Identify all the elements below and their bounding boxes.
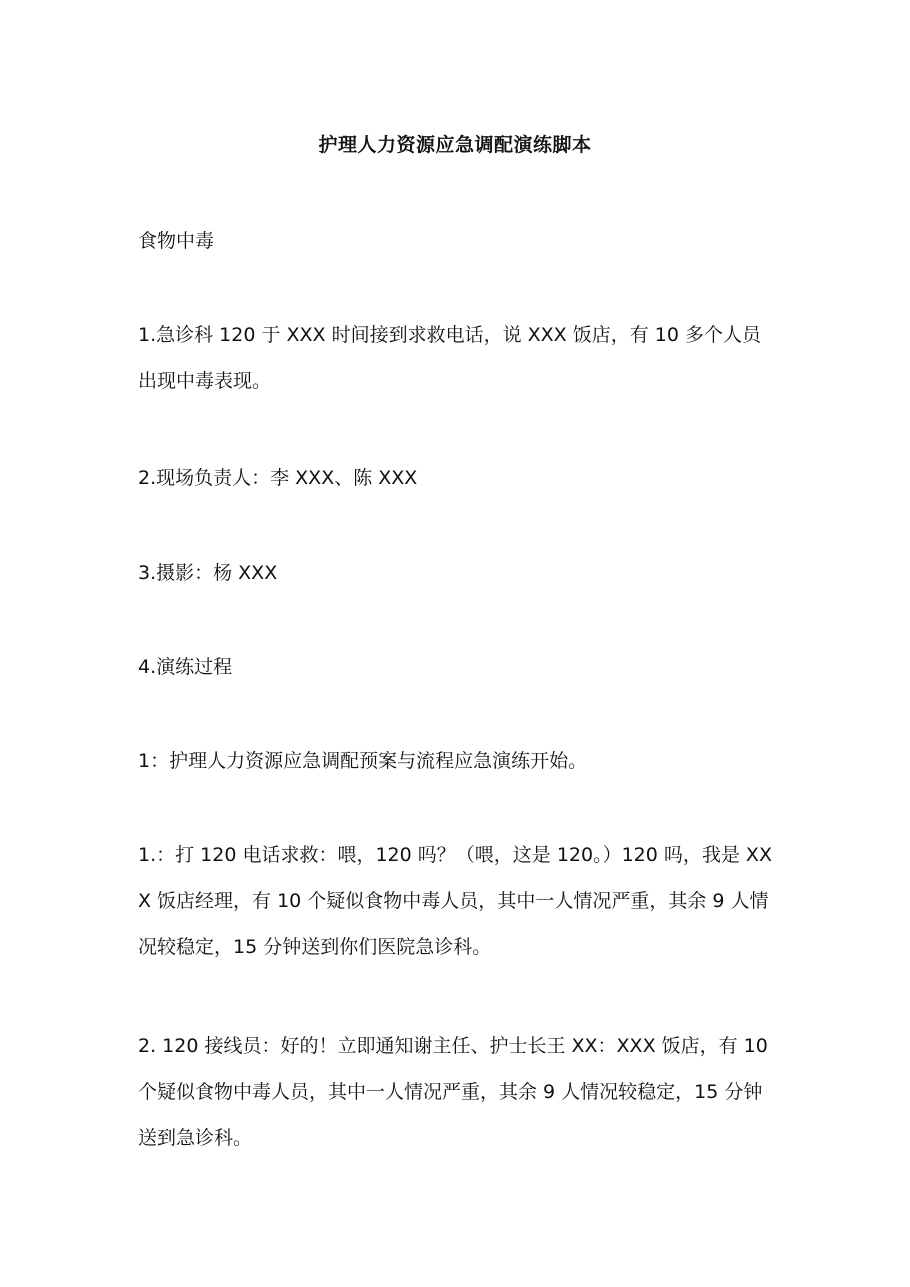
paragraph-5: 1：护理人力资源应急调配预案与流程应急演练开始。	[138, 750, 588, 772]
paragraph-2: 2.现场负责人：李 XXX、陈 XXX	[138, 467, 418, 489]
paragraph-1: 1.急诊科 120 于 XXX 时间接到求救电话，说 XXX 饭店，有 10 多个人员出现中毒表现。	[138, 324, 761, 392]
paragraph-7: 2. 120 接线员：好的！立即通知谢主任、护士长王 XX：XXX 饭店，有 10 个疑似食物中毒人员，其中一人情况严重，其余 9 人情况较稳定，15 分钟送到急诊科。	[138, 1035, 768, 1149]
document-title: 护理人力资源应急调配演练脚本	[318, 134, 592, 156]
paragraph-3: 3.摄影：杨 XXX	[138, 562, 278, 584]
paragraph-6: 1.：打 120 电话求救：喂，120 吗？（喂，这是 120。）120 吗，我是 XXX 饭店经理，有 10 个疑似食物中毒人员，其中一人情况严重，其余 9 人情况较稳定，15 分钟送到你们医院急诊科。	[138, 844, 772, 958]
section-heading: 食物中毒	[138, 230, 215, 252]
paragraph-4: 4.演练过程	[138, 656, 233, 678]
